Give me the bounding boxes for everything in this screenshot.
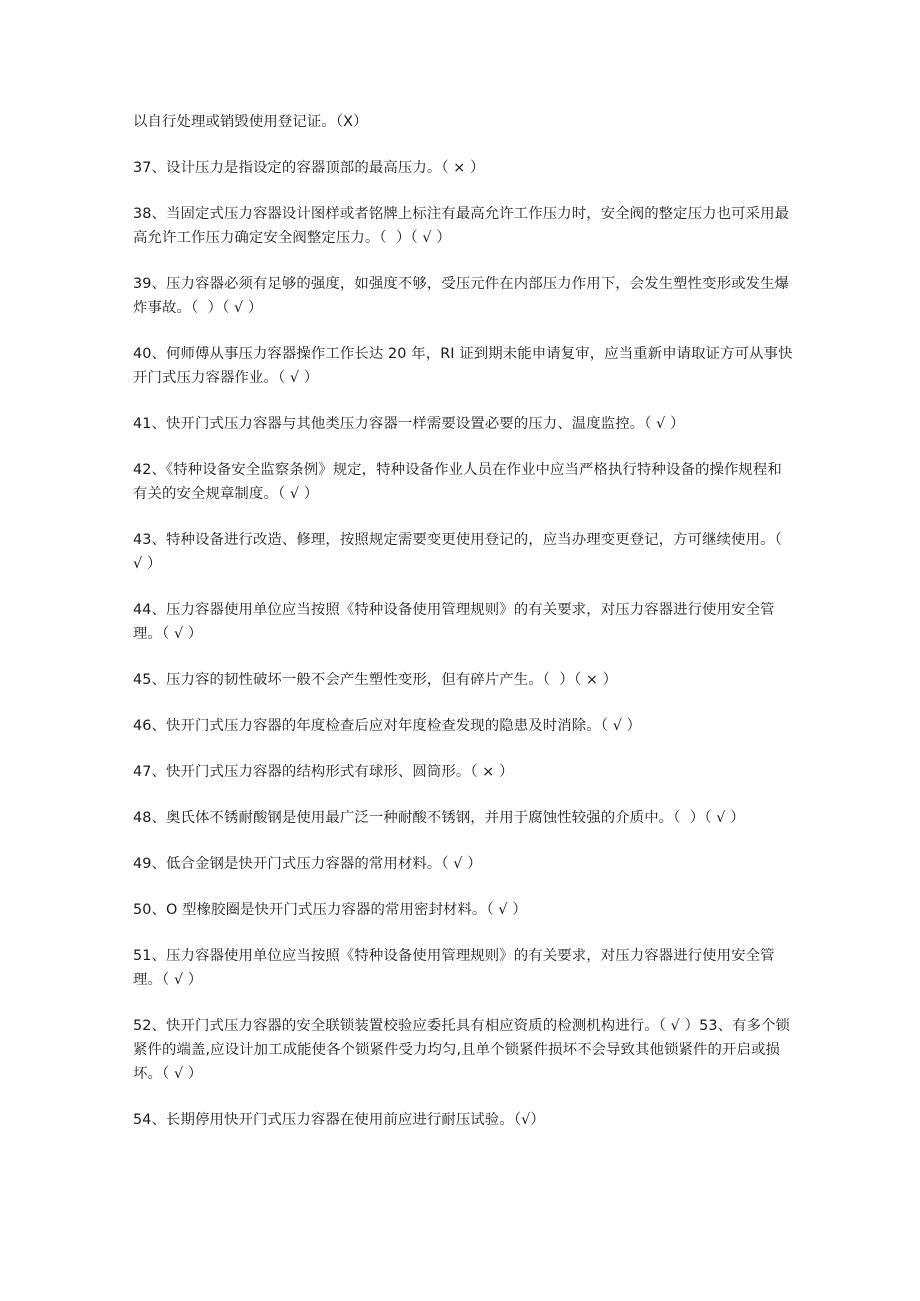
question-52-53: 52、快开门式压力容器的安全联锁装置校验应委托具有相应资质的检测机构进行。（ √ ）53、有多个锁紧件的端盖,应设计加工成能使各个锁紧件受力均匀,且单个锁紧件损坏不会导致其他锁紧件的开启或损坏。（ √ ） <box>133 1018 791 1082</box>
document-body <box>133 110 793 1154</box>
question-46: 46、快开门式压力容器的年度检查后应对年度检查发现的隐患及时消除。（ √ ） <box>133 718 642 734</box>
question-50: 50、O 型橡胶圈是快开门式压力容器的常用密封材料。（ √ ） <box>133 902 527 918</box>
question-54: 54、长期停用快开门式压力容器在使用前应进行耐压试验。（√） <box>133 1112 545 1128</box>
question-42: 42、《特种设备安全监察条例》规定，特种设备作业人员在作业中应当严格执行特种设备的操作规程和有关的安全规章制度。（ √ ） <box>133 462 782 502</box>
question-43: 43、特种设备进行改造、修理，按照规定需要变更使用登记的，应当办理变更登记，方可继续使用。（ √ ） <box>133 532 787 572</box>
question-38: 38、当固定式压力容器设计图样或者铭牌上标注有最高允许工作压力时，安全阀的整定压力也可采用最高允许工作压力确定安全阀整定压力。（ ）（ √ ） <box>133 206 790 246</box>
question-39: 39、压力容器必须有足够的强度，如强度不够，受压元件在内部压力作用下，会发生塑性变形或发生爆炸事故。（ ）（ √ ） <box>133 276 790 316</box>
question-44: 44、压力容器使用单位应当按照《特种设备使用管理规则》的有关要求，对压力容器进行使用安全管理。（ √ ） <box>133 602 775 642</box>
question-37: 37、设计压力是指设定的容器顶部的最高压力。（ × ） <box>133 160 485 176</box>
question-45: 45、压力容的韧性破坏一般不会产生塑性变形，但有碎片产生。（ ）（ × ） <box>133 672 618 688</box>
question-47: 47、快开门式压力容器的结构形式有球形、圆筒形。（ × ） <box>133 764 514 780</box>
question-40: 40、何师傅从事压力容器操作工作长达 20 年，RI 证到期未能申请复审，应当重新申请取证方可从事快开门式压力容器作业。（ √ ） <box>133 346 793 386</box>
question-49: 49、低合金钢是快开门式压力容器的常用材料。（ √ ） <box>133 856 482 872</box>
question-41: 41、快开门式压力容器与其他类压力容器一样需要设置必要的压力、温度监控。（ √ ） <box>133 416 685 432</box>
paragraph-continuation: 以自行处理或销毁使用登记证。（X） <box>133 114 368 130</box>
question-51: 51、压力容器使用单位应当按照《特种设备使用管理规则》的有关要求，对压力容器进行使用安全管理。（ √ ） <box>133 948 775 988</box>
question-48: 48、奥氏体不锈耐酸钢是使用最广泛一种耐酸不锈钢，并用于腐蚀性较强的介质中。（ ）（ √ ） <box>133 810 745 826</box>
